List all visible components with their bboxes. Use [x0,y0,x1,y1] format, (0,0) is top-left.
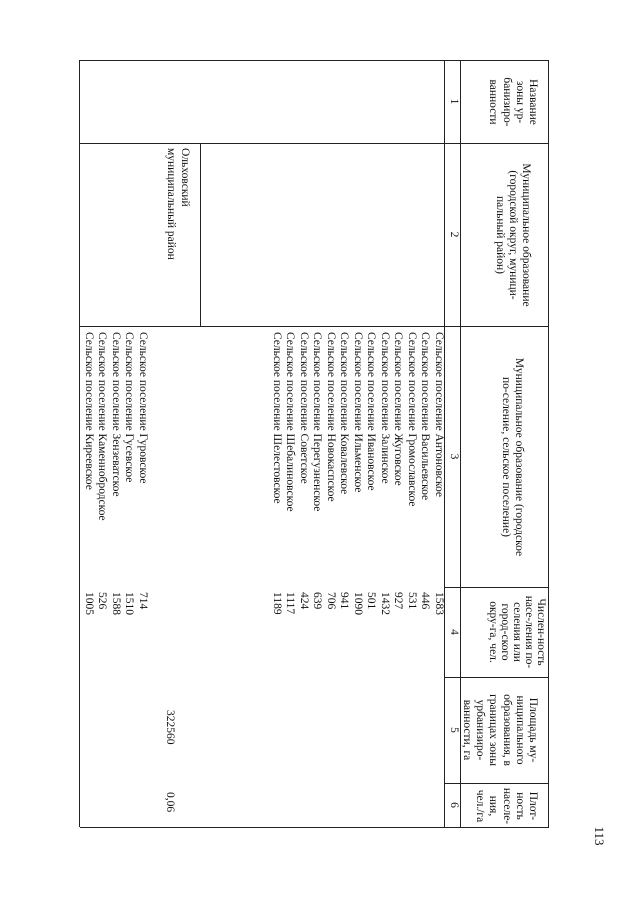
list-item: Сельское поселение Васильевское [419,332,432,501]
header-area: Площадь му-ниципального образования, в границах зоны урбанизиро-ванности, га [460,694,539,766]
list-item: Сельское поселение Гусевское [123,332,136,483]
list-item: 531 [406,592,418,610]
table-border-left [80,60,549,61]
table-border-bottom [79,60,80,827]
rotated-table [80,60,549,827]
col-divider-2 [80,326,549,327]
list-item: Сельское поселение Киреевское [83,332,95,490]
group2-municipality: Ольховский муниципальный район [165,148,191,260]
list-item: Сельское поселение Каменнобродское [96,332,109,521]
list-item: 706 [325,592,337,610]
colnum-1: 1 [448,98,460,105]
list-item: Сельское поселение Новокаспское [325,332,337,502]
list-item: 1117 [284,592,297,615]
list-item: Сельское поселение Ильменское [352,332,364,493]
list-item: Сельское поселение Гуровское [137,332,149,484]
list-item: 1583 [433,592,445,615]
list-item: 1005 [83,592,95,615]
group1-settlement-list [270,332,446,512]
list-item: 941 [338,592,351,610]
list-item: 639 [311,592,324,610]
group2-area: 322560 [164,710,176,745]
list-item: 446 [419,592,432,610]
list-item: Сельское поселение Шелестовское [271,332,283,504]
list-item: Сельское поселение Залинское [379,332,391,484]
list-item: Сельское поселение Зензеватское [110,332,122,497]
group1-population-list [270,592,446,615]
list-item: Сельское поселение Громославское [406,332,418,507]
list-item: 1090 [352,592,364,615]
list-item: 927 [392,592,405,610]
list-item: 714 [137,592,149,610]
colnum-4: 4 [448,629,460,635]
list-item: Сельское поселение Советское [298,332,310,484]
header-zone-name: Название зоны ур-банизиро-ванности [487,77,539,127]
list-item: Сельское поселение Ковалевское [338,332,351,495]
colnum-2: 2 [448,231,460,238]
group2-density: 0,06 [164,792,176,813]
list-item: 1432 [379,592,391,615]
header-population: Числен-ность насе-ления по-селения или город-ского окру-га, чел. [487,595,547,669]
group-separator [200,143,201,327]
page-number: 113 [592,826,607,846]
list-item: 424 [298,592,310,610]
list-item: 1588 [110,592,122,615]
table-border-right [80,827,549,828]
list-item: Сельское поселение Перегузненское [311,332,324,512]
table-border-top [548,60,549,827]
header-municipality: Муниципальное образование (городской округ, муници-пальный район) [493,163,532,307]
list-item: Сельское поселение Ивановское [365,332,378,491]
colnum-3: 3 [448,453,460,460]
header-settlement: Муниципальное образование (городское по-селение, сельское поселение) [499,357,525,557]
list-item: 526 [96,592,109,610]
list-item: 1510 [123,592,136,615]
list-item: Сельское поселение Шебалиновское [284,332,297,512]
header-density: Плот-ность населе-ния, чел./га [474,787,539,825]
colnum-5: 5 [448,727,460,733]
group2-settlement-list [82,332,150,521]
list-item: Сельское поселение Жуговское [392,332,405,486]
colnum-6: 6 [448,802,460,808]
list-item: 1189 [271,592,283,615]
list-item: 501 [365,592,378,610]
col-divider-1 [80,143,549,144]
group2-population-list [82,592,150,615]
list-item: Сельское поселение Антоновское [433,332,445,497]
